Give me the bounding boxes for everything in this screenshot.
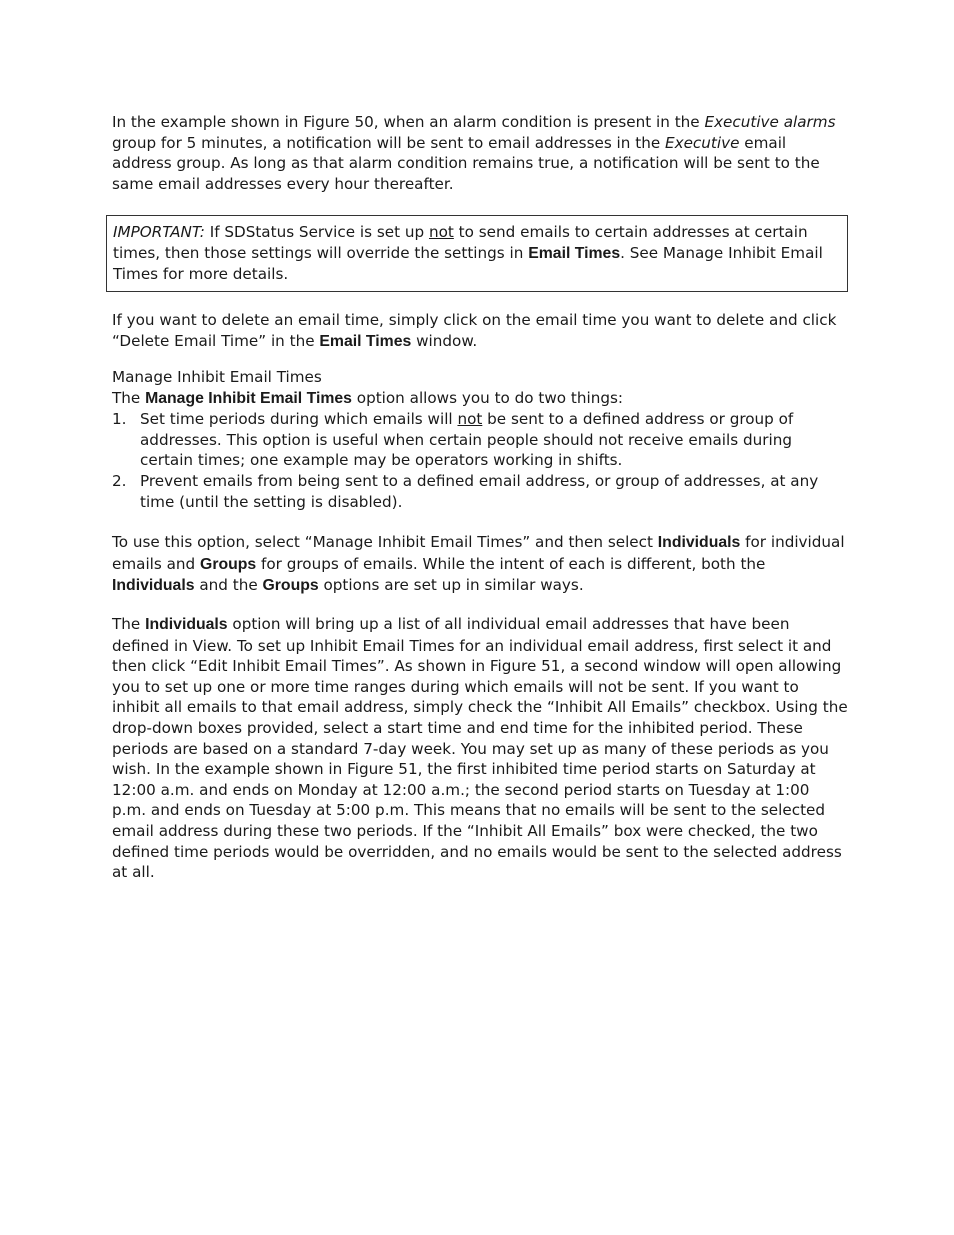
text-run: for individual emails and (112, 533, 845, 573)
text-run: group for 5 minutes, a notification will be sent to email addresses in the (112, 133, 665, 152)
important-note (113, 222, 841, 285)
bold-term: Groups (200, 555, 257, 573)
underlined-term: not (428, 223, 454, 241)
bold-term: Individuals (145, 616, 228, 633)
bold-term: Email Times (319, 332, 412, 350)
list-number: 1. (112, 410, 127, 429)
text-run: . See Manage Inhibit Email Times for more details. (113, 243, 823, 284)
paragraph-use-option (112, 532, 848, 597)
text-run: email address group. As long as that alarm condition remains true, a notification will be sent to the same email addresses every hour thereafter. (112, 133, 820, 193)
list-item (112, 409, 848, 471)
text-run: to send emails to certain addresses at certain times, then those settings will override the settings in (113, 223, 808, 262)
text-run: If SDStatus Service is set up (204, 223, 429, 241)
text-run: In the example shown in Figure 50, when an alarm condition is present in the (112, 113, 705, 131)
text-run: and the (194, 576, 263, 595)
important-label: IMPORTANT: (113, 223, 205, 241)
paragraph-alarm-example (112, 112, 848, 194)
paragraph-delete-email-time (112, 310, 848, 352)
bold-term: Individuals (112, 577, 195, 595)
text-run: option allows you to do two things: (351, 388, 623, 407)
text-run: If you want to delete an email time, simply click on the email time you want to delete and click “Delete Email Time” in the (112, 311, 837, 350)
text-run: options are set up in similar ways. (318, 576, 584, 595)
bold-term: Email Times (528, 244, 621, 262)
text-run: option will bring up a list of all individual email addresses that have been defined in View. To set up Inhibit Email Times for an individual email address, first select it and then click “Edit Inhibit Email Times”. As shown in Figure 51, a second window will open allowing you to set up one or more time ranges during which emails will not be sent. If you want to inhibit all emails to that email address, simply check the “Inhibit All Emails” checkbox. Using the drop-down boxes provided, select a start time and end time for the inhibited period. These periods are based on a standard 7-day week. You may set up as many of these periods as you wish. In the example shown in Figure 51, the first inhibited time period starts on Saturday at 12:00 a.m. and ends on Monday at 12:00 a.m.; the second period starts on Tuesday at 1:00 p.m. and ends on Tuesday at 5:00 p.m. This means that no emails will be sent to the selected email address during these two periods. If the “Inhibit All Emails” box were checked, the two defined time periods would be overridden, and no emails would be sent to the selected address at all. (112, 615, 848, 882)
text-run: Set time periods during which emails will (140, 410, 458, 429)
bold-term: Groups (262, 577, 319, 595)
italic-term: Executive (665, 133, 740, 152)
text-run: The (112, 615, 146, 633)
italic-term: Executive alarms (704, 113, 836, 131)
text-run: for groups of emails. While the intent of each is different, both the (256, 554, 766, 573)
text-run: window. (411, 331, 478, 350)
section-heading: Manage Inhibit Email Times (112, 368, 322, 386)
steps-list (112, 409, 848, 512)
underlined-term: not (457, 410, 483, 429)
text-run: Prevent emails from being sent to a defined email address, or group of addresses, at any time (until the setting is disabled). (140, 471, 819, 511)
text-run: be sent to a defined address or group of addresses. This option is useful when certain people should not receive emails during certain times; one example may be operators working in shifts. (140, 410, 794, 470)
paragraph-individuals-option (112, 614, 848, 883)
section-manage-inhibit (112, 367, 848, 512)
bold-term: Individuals (657, 534, 741, 551)
important-callout-box (106, 215, 848, 292)
list-number: 2. (112, 471, 127, 490)
text-run: The (112, 388, 146, 407)
section-intro (112, 388, 848, 410)
list-item (112, 471, 848, 512)
bold-term: Manage Inhibit Email Times (145, 389, 352, 407)
text-run: To use this option, select “Manage Inhibit Email Times” and then select (112, 533, 658, 551)
